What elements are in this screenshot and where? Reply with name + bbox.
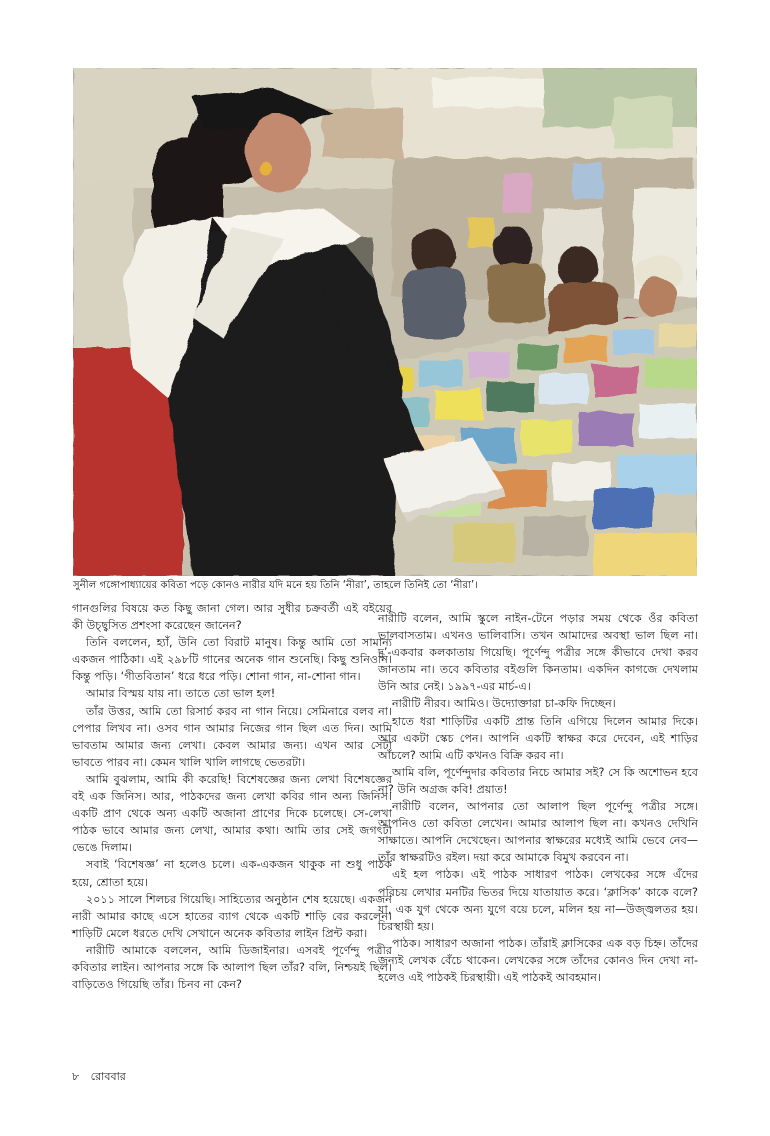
paragraph: সবাই ‘বিশেষজ্ঞ’ না হলেও চলে। এক-একজন থাকুক না শুধু পাঠক হয়ে, শ্রোতা হয়ে।	[72, 858, 392, 889]
paragraph: নারীটি বলেন, আমি স্কুলে নাইন-টেনে পড়ার সময় থেকে ওঁর কবিতা ভালবাসতাম। এখনও ভালিবাসি। তখন আমাদের অবস্থা ভাল ছিল না। দু’-একবার কলকাতায় গিয়েছি। পূর্ণেন্দু পত্রীর সঙ্গে কীভাবে দেখা করব জানতাম না। তবে কবিতার বইগুলি কিনতাম। একদিন কাগজে দেখলাম উনি আর নেই। ১৯৯৭-এর মার্চ-এ।	[378, 612, 698, 694]
paragraph: তাঁর উত্তর, আমি তো রিসার্চ করব না গান নিয়ে। সেমিনারে বলব না। পেপার লিখব না। ওসব গান আমার নিজের গান ছিল এত দিন। আমি ভাবতাম আমার জন্য লেখা। কেবল আমার জন্য। এখন আর সেটা ভাবতে পারব না। কেমন খালি খালি লাগছে ভেতরটা।	[72, 704, 392, 769]
paragraph: নারীটি আমাকে বললেন, আমি ডিজাইনার। এসবই পূর্ণেন্দু পত্রীর কবিতার লাইন। আপনার সঙ্গে কি আলাপ ছিল তাঁর? বলি, নিশ্চয়ই ছিল। বাড়িতেও গিয়েছি তাঁর। চিনব না কেন?	[72, 943, 392, 992]
paragraph: আমার বিস্ময় যায় না। তাতে তো ভাল হল!	[86, 687, 276, 701]
article-column-left	[72, 600, 392, 993]
paragraph: নারীটি বলেন, আপনার তো আলাপ ছিল পূর্ণেন্দু পত্রীর সঙ্গে। আপনিও তো কবিতা লেখেন। আমার আলাপ ছিল না। কখনও দেখিনি সাক্ষাতে। আপনি দেখেছেন। আপনার স্বাক্ষরের মধ্যেই আমি ভেবে নেব—তাঁর স্বাক্ষরটিও রইল। দয়া করে আমাকে বিমুখ করবেন না।	[378, 800, 698, 865]
paragraph: এই হল পাঠক। এই পাঠক সাধারণ পাঠক। লেখকের সঙ্গে এঁদের পরিচয় লেখার মনটির ভিতর দিয়ে যাতায়াত করে। ‘ক্লাসিক’ কাকে বলে? যা, এক যুগ থেকে অন্য যুগে বয়ে চলে, মলিন হয় না—উজ্জ্বলতর হয়। চিরস্থায়ী হয়।	[378, 868, 698, 933]
page-footer	[72, 1068, 134, 1087]
photo-caption: সুনীল গঙ্গোপাধ্যায়ের কবিতা পড়ে কোনও নারীর যদি মনে হয় তিনি ‘নীরা’, তাহলে তিনিই তো ‘নীরা’।	[73, 580, 478, 591]
paragraph: পাঠক। সাধারণ অজানা পাঠক। তাঁরাই ক্লাসিকের এক বড় চিহ্ন। তাঁদের জন্যই লেখক বেঁচে থাকেন। লেখকের সঙ্গে তাঁদের কোনও দিন দেখা না-হলেও এই পাঠকই চিরস্থায়ী। এই পাঠকই আবহমান।	[378, 936, 698, 984]
magazine-name: রোববার	[90, 1070, 126, 1083]
paragraph: ২০১১ সালে শিলচর গিয়েছি। সাহিত্যের অনুষ্ঠান শেষ হয়েছে। একজন নারী আমার কাছে এসে হাতের ব্যাগ থেকে একটি শাড়ি বের করলেন। শাড়িটি মেলে ধরতে দেখি সেখানে অনেক কবিতার লাইন প্রিন্ট করা।	[72, 892, 392, 940]
paragraph: গানগুলির বিষয়ে কত কিছু জানা গেল। আর সুধীর চক্রবর্তী এই বইয়ের কী উচ্ছ্বসিত প্রশংসা করেছেন জানেন?	[72, 602, 392, 633]
paragraph: আমি বলি, পূর্ণেন্দুদার কবিতার নিচে আমার সই? সে কি অশোভন হবে না? উনি অগ্রজ কবি! প্রয়াত!	[378, 765, 698, 796]
page-number: ৮	[72, 1070, 80, 1083]
paragraph: তিনি বললেন, হ্যাঁ, উনি তো বিরাট মানুষ। কিন্তু আমি তো সামান্য একজন পাঠিকা। এই ২৯৮টি গানের অনেক গান শুনেছি। কিছু শুনিওনি। কিন্তু পড়ি। ‘গীতবিতান’ ধরে ধরে পড়ি। শোনা গান, না-শোনা গান।	[72, 636, 392, 684]
article-photo	[73, 68, 697, 576]
paragraph: নারীটি নীরব। আমিও। উদ্যোক্তারা চা-কফি দিচ্ছেন।	[392, 697, 616, 711]
paragraph: হাতে ধরা শাড়িটির একটি প্রান্ত তিনি এগিয়ে দিলেন আমার দিকে। আর একটা স্কেচ পেন। আপনি একটি স্বাক্ষর করে দেবেন, এই শাড়ির আঁচলে? আমি এটি কখনও বিক্রি করব না।	[378, 714, 698, 762]
article-column-right	[378, 610, 698, 986]
paragraph: আমি বুঝলাম, আমি কী করেছি! বিশেষজ্ঞের জন্য লেখা বিশেষজ্ঞের বই এক জিনিস। আর, পাঠকদের জন্য লেখা কবির গান অন্য জিনিস। একটি প্রাণ থেকে অন্য একটি অজানা প্রাণের দিকে চলেছে। সে-লেখা পাঠক ভাবে আমার জন্য লেখা, আমার কথা। আমি তার সেই জগৎটা ভেঙে দিলাম।	[72, 772, 392, 855]
